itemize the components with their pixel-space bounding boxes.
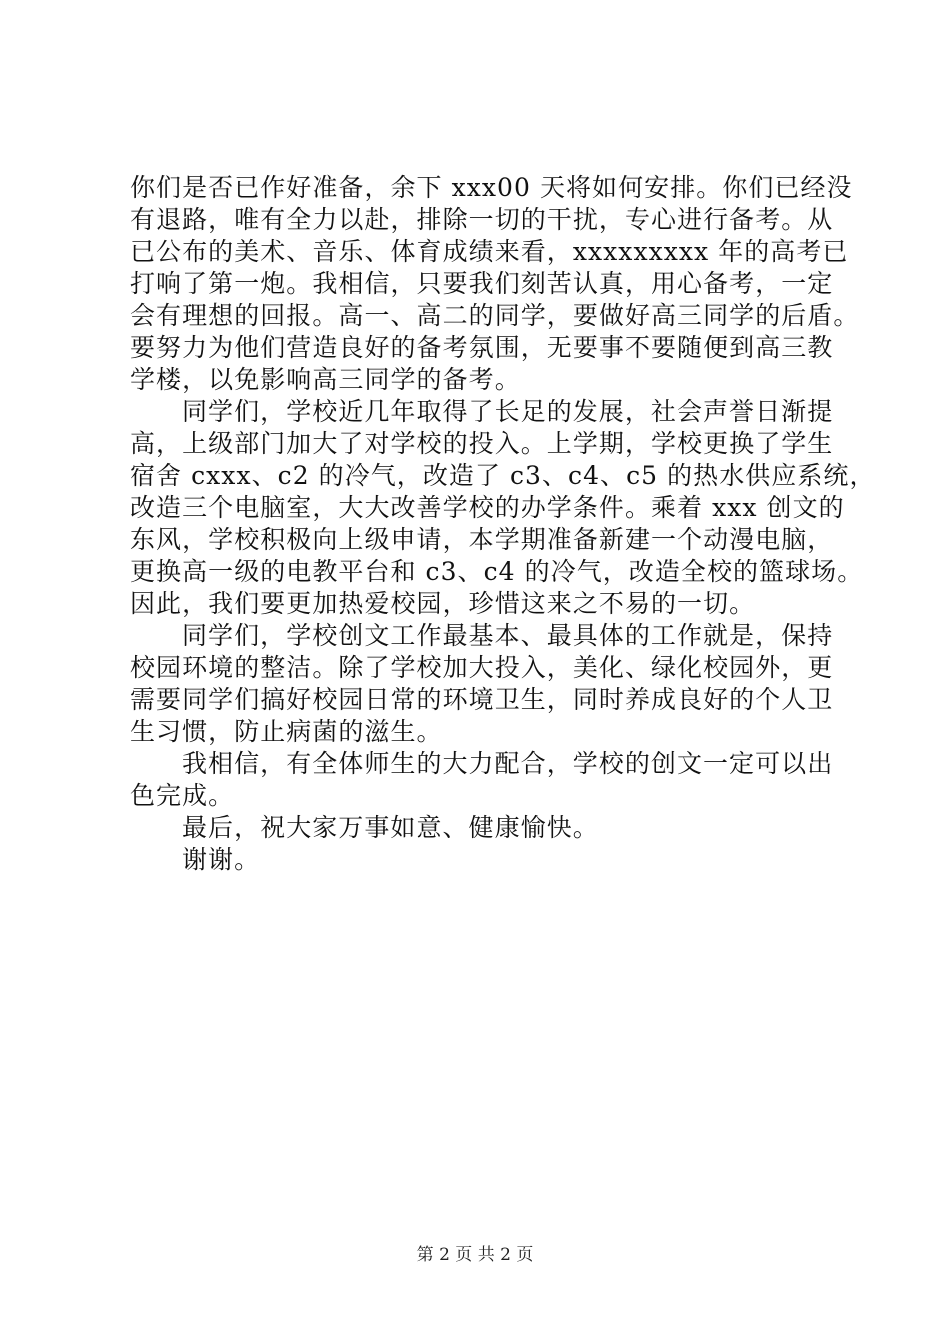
text-line: 改造三个电脑室，大大改善学校的办学条件。乘着 xxx 创文的: [130, 493, 845, 522]
text-line: 更换高一级的电教平台和 c3、c4 的冷气，改造全校的篮球场。: [130, 557, 864, 586]
text-line: 已公布的美术、音乐、体育成绩来看，xxxxxxxxx 年的高考已: [130, 237, 849, 266]
text-line: 因此，我们要更加热爱校园，珍惜这来之不易的一切。: [130, 589, 756, 618]
text-line: 校园环境的整洁。除了学校加大投入，美化、绿化校园外，更: [130, 653, 834, 682]
text-line: 学楼，以免影响高三同学的备考。: [130, 365, 521, 394]
paragraph-start-line: 同学们，学校近几年取得了长足的发展，社会声誉日渐提: [182, 397, 834, 426]
text-line: 打响了第一炮。我相信，只要我们刻苦认真，用心备考，一定: [130, 269, 834, 298]
text-line: 色完成。: [130, 781, 235, 810]
text-line: 宿舍 cxxx、c2 的冷气，改造了 c3、c4、c5 的热水供应系统，: [130, 461, 876, 490]
text-line: 要努力为他们营造良好的备考氛围，无要事不要随便到高三教: [130, 333, 834, 362]
paragraph-start-line: 同学们，学校创文工作最基本、最具体的工作就是，保持: [182, 621, 834, 650]
text-line: 你们是否已作好准备，余下 xxx00 天将如何安排。你们已经没: [130, 173, 853, 202]
paragraph-start-line: 最后，祝大家万事如意、健康愉快。: [182, 813, 599, 842]
paragraph-start-line: 谢谢。: [182, 845, 261, 874]
text-line: 需要同学们搞好校园日常的环境卫生，同时养成良好的个人卫: [130, 685, 834, 714]
paragraph-start-line: 我相信，有全体师生的大力配合，学校的创文一定可以出: [182, 749, 834, 778]
text-line: 会有理想的回报。高一、高二的同学，要做好高三同学的后盾。: [130, 301, 860, 330]
text-line: 有退路，唯有全力以赴，排除一切的干扰，专心进行备考。从: [130, 205, 834, 234]
page-number-footer: 第 2 页 共 2 页: [416, 1245, 534, 1265]
text-line: 生习惯，防止病菌的滋生。: [130, 717, 443, 746]
text-line: 东风，学校积极向上级申请，本学期准备新建一个动漫电脑，: [130, 525, 834, 554]
document-body: [130, 172, 876, 876]
text-line: 高，上级部门加大了对学校的投入。上学期，学校更换了学生: [130, 429, 834, 458]
